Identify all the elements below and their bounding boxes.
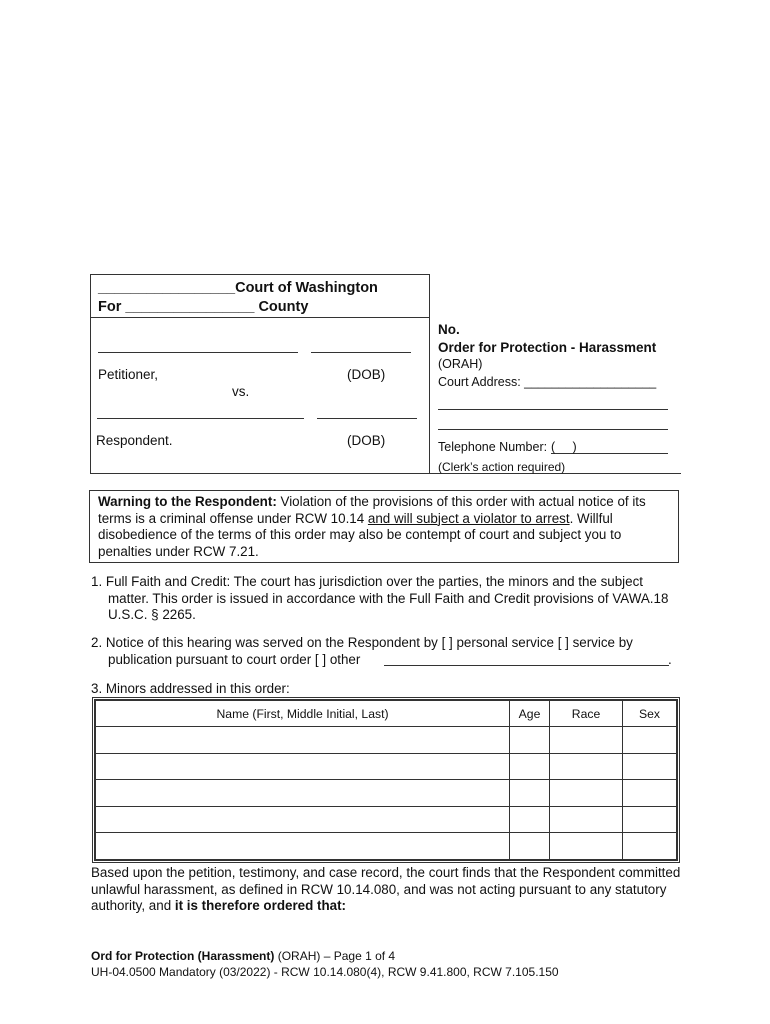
- minor-race-cell[interactable]: [550, 833, 623, 860]
- minor-sex-cell[interactable]: [623, 833, 677, 860]
- court-line: _________________Court of Washington: [98, 280, 378, 296]
- minor-sex-cell[interactable]: [623, 727, 677, 754]
- petitioner-label: Petitioner,: [98, 367, 159, 382]
- minor-sex-cell[interactable]: [623, 753, 677, 780]
- minor-row: [96, 780, 677, 807]
- vs-label: vs.: [232, 384, 250, 399]
- footer-form-name: [91, 949, 395, 963]
- case-number-label: No.: [438, 322, 460, 337]
- telephone-paren: ( ): [551, 440, 577, 454]
- section-2-period: .: [668, 652, 672, 667]
- findings-text: Based upon the petition, testimony, and case record, the court finds that the Respondent committed unlawful harassment, as defined in RCW 10.14.080, and was not acting pursuant to any statutory authority, and: [91, 865, 681, 913]
- respondent-dob-field[interactable]: [317, 418, 417, 419]
- findings-paragraph: [91, 865, 681, 915]
- petitioner-dob-field[interactable]: [311, 352, 411, 353]
- document-abbrev: (ORAH): [438, 357, 483, 371]
- minor-race-cell[interactable]: [550, 806, 623, 833]
- minor-name-cell[interactable]: [96, 806, 510, 833]
- caption-bottom-rule: [90, 473, 681, 474]
- minor-name-cell[interactable]: [96, 780, 510, 807]
- telephone-field[interactable]: [551, 440, 668, 454]
- court-address-line-2[interactable]: [438, 409, 668, 410]
- petitioner-name-field[interactable]: [98, 352, 298, 353]
- respondent-label: Respondent.: [96, 433, 173, 448]
- warning-text-1: Violation of the provisions of this order with actual notice of its terms is a criminal offense under RCW 10.14: [98, 494, 646, 526]
- minor-sex-cell[interactable]: [623, 780, 677, 807]
- footer-form-name-bold: Ord for Protection (Harassment): [91, 949, 275, 963]
- warning-box: [89, 490, 679, 563]
- petitioner-dob-label: (DOB): [347, 367, 386, 382]
- caption-divider: [91, 317, 429, 318]
- section-1-full-faith: 1. Full Faith and Credit: The court has jurisdiction over the parties, the minors and the subject matter. This order is issued in accordance with the Full Faith and Credit provisions of VAWA.18 U.S.C. § 2265.: [91, 574, 669, 622]
- minor-race-cell[interactable]: [550, 753, 623, 780]
- minor-row: [96, 806, 677, 833]
- clerk-note: (Clerk’s action required): [438, 460, 566, 474]
- minor-row: [96, 833, 677, 860]
- minors-table: [92, 697, 680, 863]
- minor-age-cell[interactable]: [510, 727, 550, 754]
- respondent-dob-label: (DOB): [347, 433, 386, 448]
- footer-form-name-rest: (ORAH) – Page 1 of 4: [274, 949, 396, 963]
- findings-ordered: it is therefore ordered that:: [174, 898, 347, 913]
- other-service-field[interactable]: [384, 651, 669, 666]
- footer-form-id: UH-04.0500 Mandatory (03/2022) - RCW 10.14.080(4), RCW 9.41.800, RCW 7.105.150: [91, 965, 559, 979]
- section-2-line-2: publication pursuant to court order [ ] other: [108, 652, 361, 667]
- minor-name-cell[interactable]: [96, 753, 510, 780]
- minor-name-cell[interactable]: [96, 727, 510, 754]
- minor-age-cell[interactable]: [510, 833, 550, 860]
- column-header-sex: Sex: [623, 701, 677, 727]
- court-address-label: Court Address: ___________________: [438, 375, 657, 389]
- minor-name-cell[interactable]: [96, 833, 510, 860]
- warning-lead: Warning to the Respondent:: [98, 494, 277, 509]
- section-3-heading: 3. Minors addressed in this order:: [91, 681, 290, 696]
- minor-row: [96, 727, 677, 754]
- minor-race-cell[interactable]: [550, 727, 623, 754]
- minor-age-cell[interactable]: [510, 806, 550, 833]
- minor-race-cell[interactable]: [550, 780, 623, 807]
- document-title: Order for Protection - Harassment: [438, 340, 657, 355]
- county-line: For ________________ County: [98, 299, 309, 315]
- minors-table-header: [96, 701, 677, 727]
- respondent-name-field[interactable]: [97, 418, 304, 419]
- minor-age-cell[interactable]: [510, 780, 550, 807]
- minor-row: [96, 753, 677, 780]
- section-2-line-1: 2. Notice of this hearing was served on the Respondent by [ ] personal service [ ] service by: [91, 635, 633, 650]
- column-header-age: Age: [510, 701, 550, 727]
- column-header-name: Name (First, Middle Initial, Last): [96, 701, 510, 727]
- column-header-race: Race: [550, 701, 623, 727]
- minor-age-cell[interactable]: [510, 753, 550, 780]
- warning-text-2: . Willful disobedience of the terms of this order may also be contempt of court and subject you to penalties under RCW 7.21.: [98, 510, 622, 559]
- court-address-line-3[interactable]: [438, 429, 668, 430]
- warning-arrest-text: and will subject a violator to arrest: [367, 510, 570, 526]
- minor-sex-cell[interactable]: [623, 806, 677, 833]
- telephone-label: Telephone Number:: [438, 440, 548, 454]
